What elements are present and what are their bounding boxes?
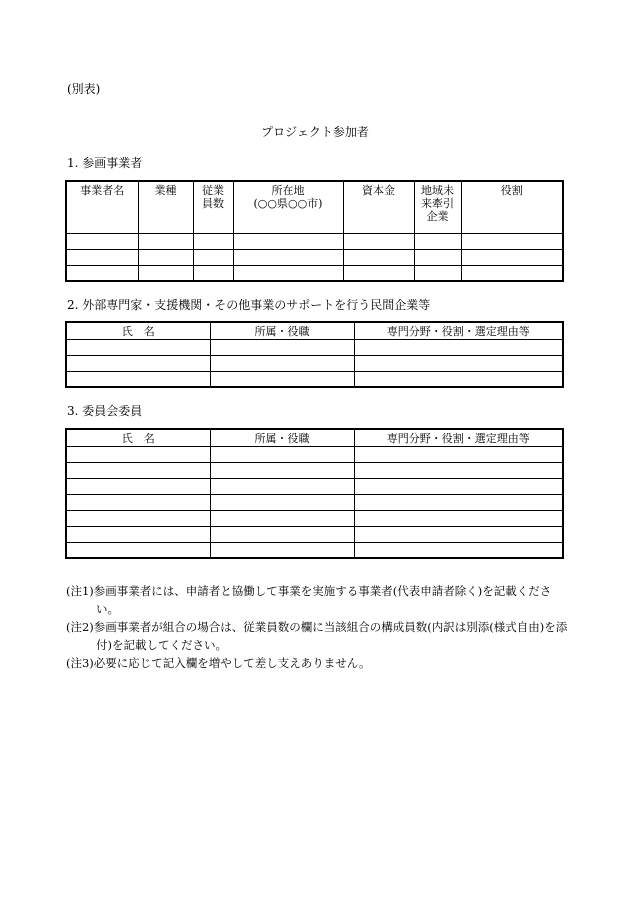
- col-affiliation: 所属・役職: [210, 322, 354, 339]
- section2-heading: 2. 外部専門家・支援機関・その他事業のサポートを行う民間企業等: [67, 298, 431, 312]
- committee-table: [65, 428, 564, 559]
- table-row: [66, 339, 563, 355]
- table-row: [66, 371, 563, 387]
- col-regional-leader: 地域未 来牽引 企業: [414, 181, 461, 233]
- table-row: [66, 265, 563, 281]
- table-row: [66, 478, 563, 494]
- col-name: 氏 名: [66, 322, 210, 339]
- table-row: [66, 542, 563, 558]
- notes: [66, 582, 571, 672]
- table-row: [66, 462, 563, 478]
- col-expertise: 専門分野・役割・選定理由等: [354, 322, 563, 339]
- col-employees: 従業 員数: [193, 181, 233, 233]
- col-industry: 業種: [138, 181, 193, 233]
- table-row: [66, 446, 563, 462]
- table-row: [66, 494, 563, 510]
- col-location: 所在地 (○○県○○市): [233, 181, 343, 233]
- section3-heading: 3. 委員会委員: [67, 404, 143, 418]
- participants-table: [65, 180, 564, 282]
- experts-table: [65, 321, 564, 388]
- col-capital: 資本金: [343, 181, 414, 233]
- table-row: [66, 510, 563, 526]
- note-2: (注2)参画事業者が組合の場合は、従業員数の欄に当該組合の構成員数(内訳は別添(様式自由)を添付)を記載してください。: [66, 620, 568, 652]
- note-3: (注3)必要に応じて記入欄を増やして差し支えありません。: [66, 656, 371, 670]
- col-company-name: 事業者名: [66, 181, 138, 233]
- annex-label: (別表): [67, 82, 101, 96]
- col-role: 役割: [461, 181, 563, 233]
- table-row: [66, 355, 563, 371]
- section1-heading: 1. 参画事業者: [67, 156, 143, 170]
- committee-header-row: [66, 429, 563, 446]
- experts-header-row: [66, 322, 563, 339]
- page-title: プロジェクト参加者: [261, 125, 369, 139]
- col-affiliation: 所属・役職: [210, 429, 354, 446]
- table-row: [66, 233, 563, 249]
- participants-header-row: [66, 181, 563, 233]
- note-1: (注1)参画事業者には、申請者と協働して事業を実施する事業者(代表申請者除く)を記載ください。: [66, 584, 552, 616]
- col-name: 氏 名: [66, 429, 210, 446]
- table-row: [66, 249, 563, 265]
- col-expertise: 専門分野・役割・選定理由等: [354, 429, 563, 446]
- table-row: [66, 526, 563, 542]
